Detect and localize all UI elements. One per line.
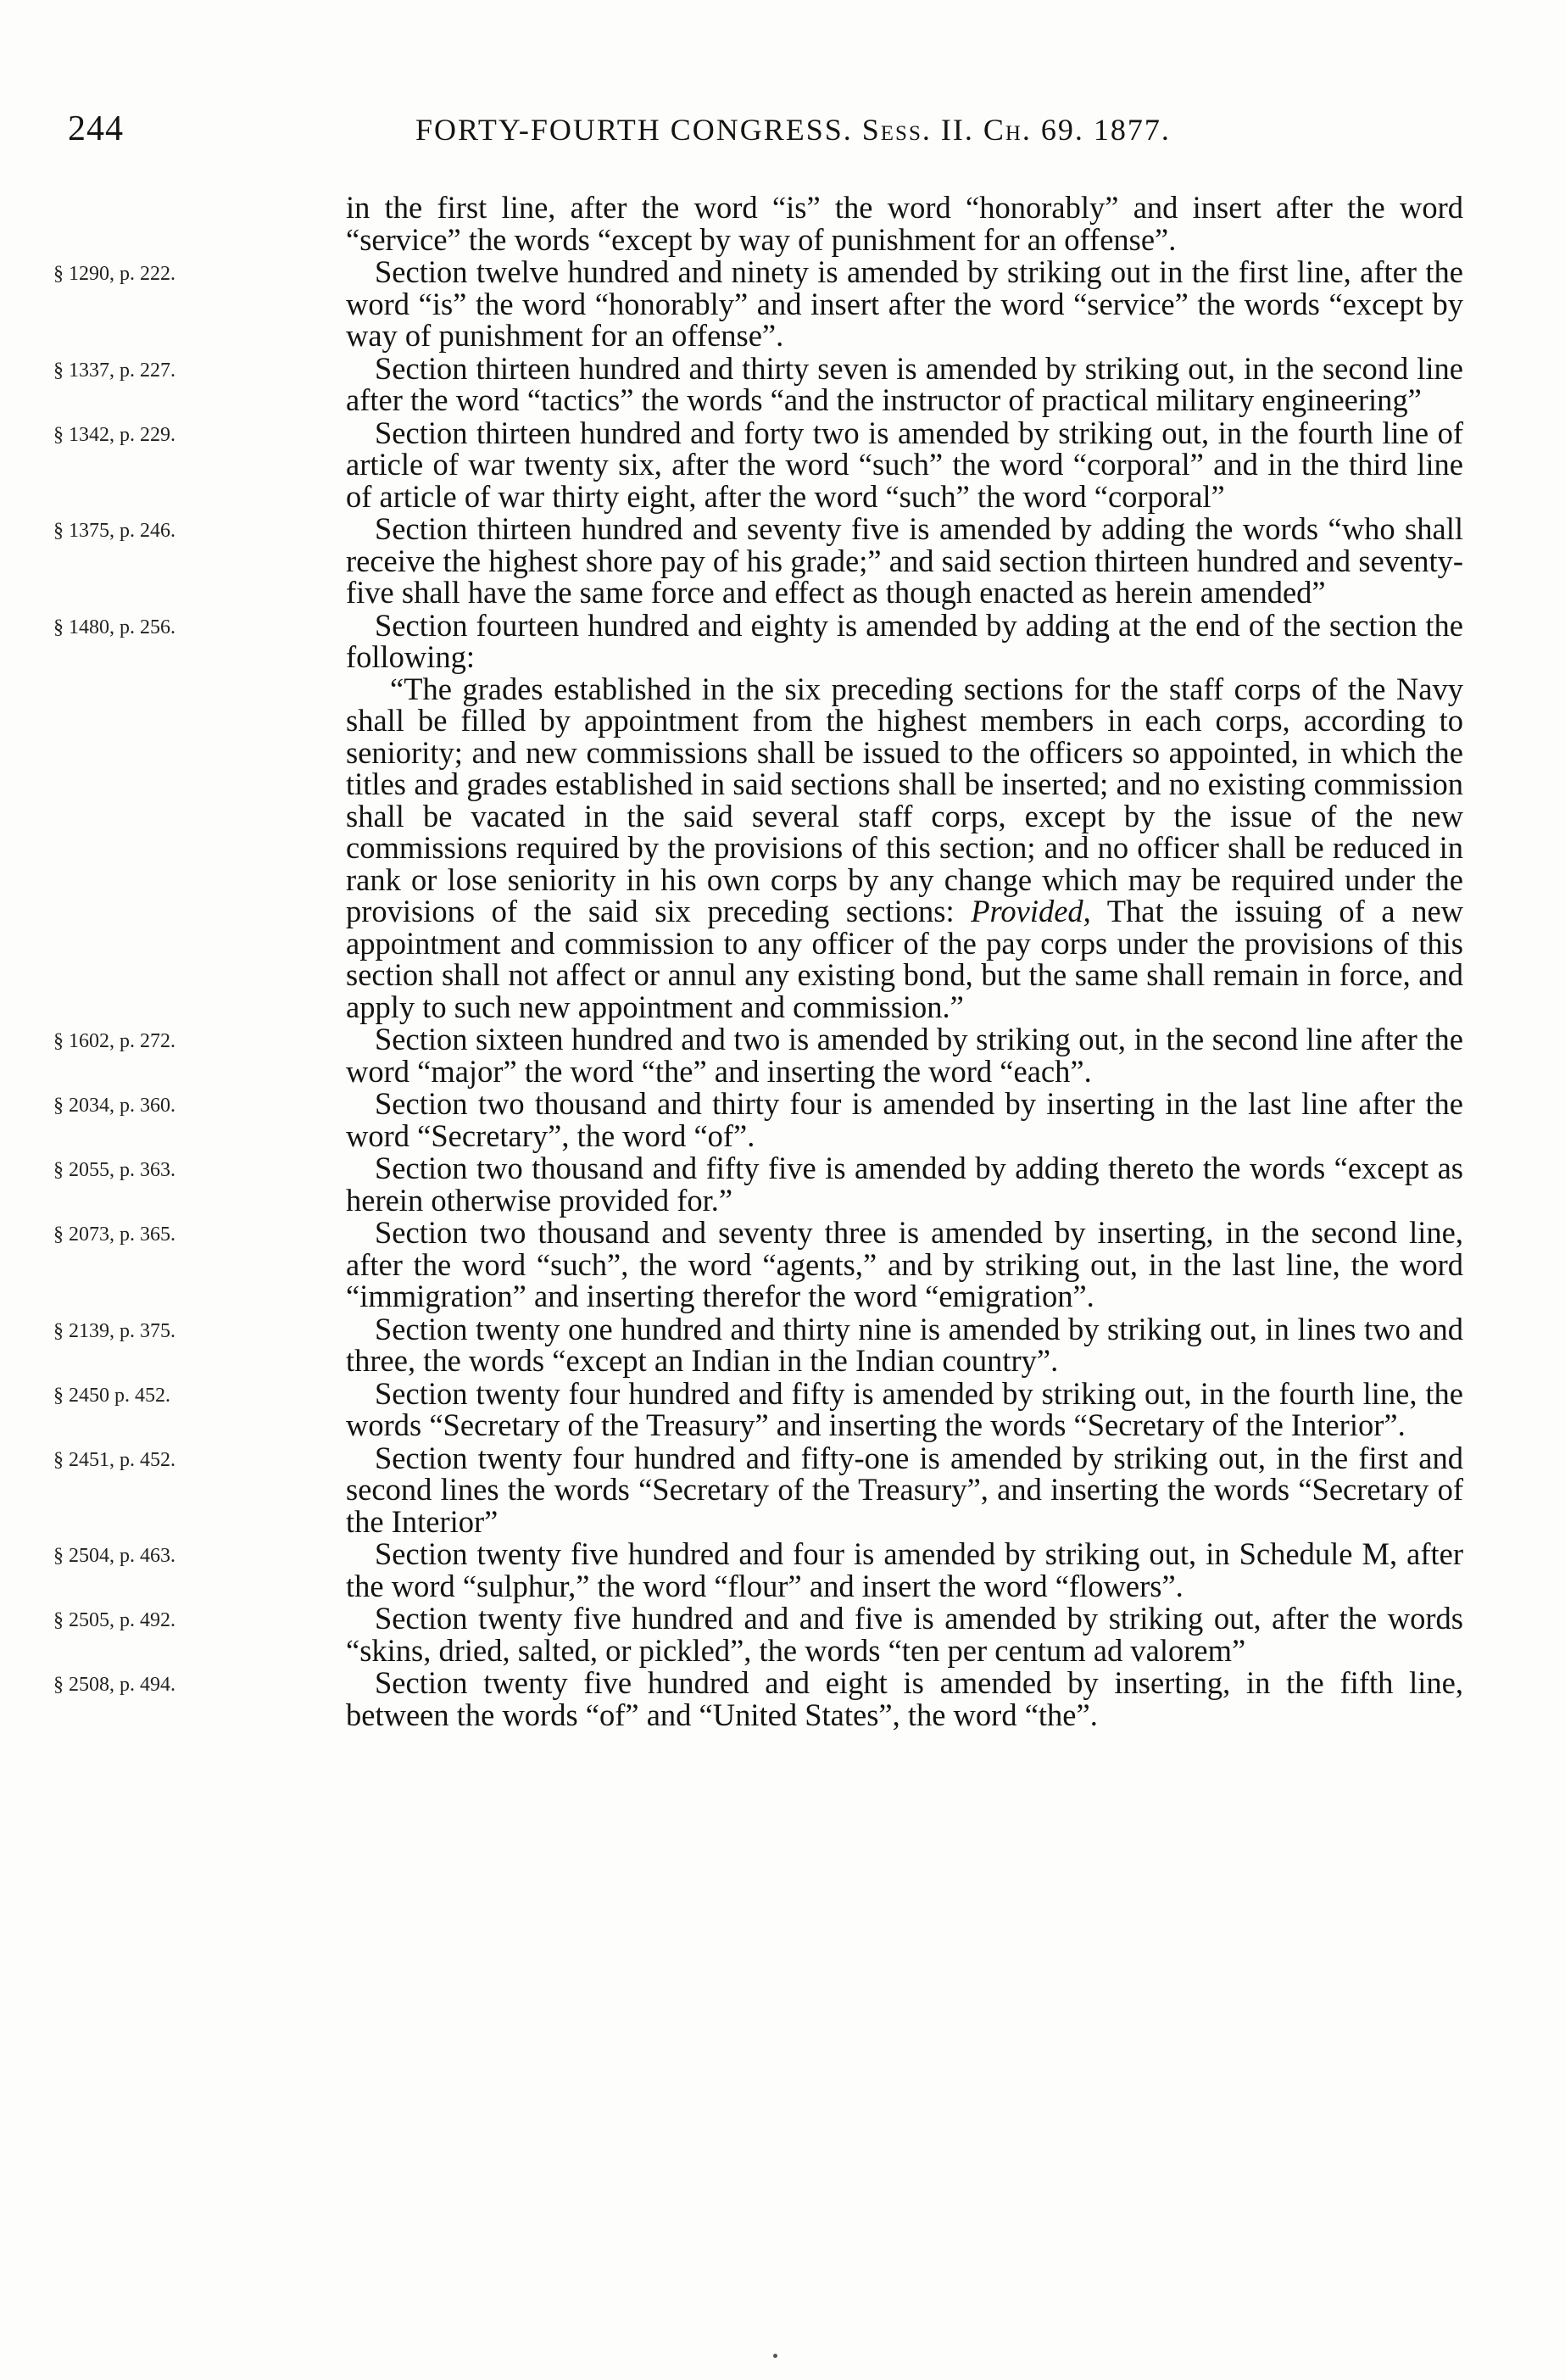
margin-note: § 2450 p. 452. (53, 1384, 170, 1407)
running-head (415, 112, 1171, 148)
body-text (53, 190, 1464, 1732)
running-head-chapter: Ch. 69. (983, 113, 1084, 147)
section-entry (53, 415, 1463, 514)
section-paragraph: Section twenty five hundred and four is amended by striking out, in Schedule M, after the word “sulphur,” the word “flour” and insert the word “flowers”. (346, 1536, 1463, 1603)
section-entry (53, 254, 1463, 353)
section-entry (53, 1440, 1463, 1539)
section-paragraph: Section sixteen hundred and two is amended by striking out, in the second line after the word “major” the word “the” and inserting the word “each”. (346, 1022, 1463, 1089)
section-entry (53, 1086, 1463, 1153)
margin-note: § 2139, p. 375. (53, 1319, 175, 1342)
running-head-year: 1877. (1093, 113, 1171, 147)
section-entry (53, 607, 1463, 674)
margin-note: § 1337, p. 227. (53, 359, 175, 382)
running-head-title: FORTY-FOURTH CONGRESS. (415, 113, 853, 147)
section-paragraph: Section twenty four hundred and fifty-one is amended by striking out, in the first and second lines the words “Secretary of the Treasury”, and inserting the words “Secretary of the Interior” (346, 1440, 1463, 1539)
margin-note: § 2034, p. 360. (53, 1095, 175, 1117)
section-paragraph: Section twelve hundred and ninety is amended by striking out in the first line, after the word “is” the word “honorably” and insert after the word “service” the words “except by way of punishment for an offense”. (346, 254, 1463, 353)
section-entry (53, 1536, 1463, 1603)
margin-note: § 1480, p. 256. (53, 616, 175, 638)
margin-note: § 2055, p. 363. (53, 1159, 175, 1181)
margin-note: § 2505, p. 492. (53, 1609, 175, 1631)
section-entry (53, 1022, 1463, 1089)
section-entry (53, 1215, 1463, 1313)
section-paragraph: Section fourteen hundred and eighty is amended by adding at the end of the section the following: (346, 607, 1463, 674)
section-entry (53, 1151, 1463, 1218)
section-paragraph: Section twenty five hundred and and five is amended by striking out, after the words “skins, dried, salted, or pickled”, the words “ten per centum ad valorem” (346, 1601, 1463, 1668)
margin-note: § 2508, p. 494. (53, 1674, 175, 1696)
provided-term: Provided, (971, 894, 1091, 928)
running-head-session: Sess. II. (861, 113, 974, 147)
section-paragraph: Section thirteen hundred and forty two is amended by striking out, in the fourth line of article of war twenty six, after the word “such” the word “corporal” and in the third line of article of war thirty eight, after the word “such” the word “corporal” (346, 415, 1463, 514)
margin-note: § 1290, p. 222. (53, 263, 175, 285)
margin-note: § 1375, p. 246. (53, 520, 175, 542)
margin-note: § 2073, p. 365. (53, 1223, 175, 1246)
section-paragraph: Section thirteen hundred and seventy five is amended by adding the words “who shall receive the highest shore pay of his grade;” and said section thirteen hundred and seventy-five shall have the same force and effect as though enacted as herein amended” (346, 511, 1463, 610)
section-paragraph: Section two thousand and thirty four is amended by inserting in the last line after the word “Secretary”, the word “of”. (346, 1086, 1463, 1153)
section-paragraph: Section twenty one hundred and thirty nine is amended by striking out, in lines two and three, the words “except an Indian in the Indian country”. (346, 1311, 1463, 1378)
section-entry (53, 350, 1463, 417)
margin-note: § 1342, p. 229. (53, 423, 175, 446)
section-entry (53, 1375, 1463, 1442)
section-paragraph: Section twenty five hundred and eight is amended by inserting, in the fifth line, between the words “of” and “United States”, the word “the”. (346, 1665, 1463, 1732)
section-paragraph: Section twenty four hundred and fifty is amended by striking out, in the fourth line, the words “Secretary of the Treasury” and inserting the words “Secretary of the Interior”. (346, 1375, 1463, 1442)
section-entry (53, 1601, 1463, 1668)
section-paragraph: Section thirteen hundred and thirty seven is amended by striking out, in the second line after the word “tactics” the words “and the instructor of practical military engineering” (346, 350, 1463, 417)
section-paragraph: Section two thousand and seventy three is amended by inserting, in the second line, after the word “such”, the word “agents,” and by striking out, in the last line, the word “immigration” and inserting therefor the word “emigration”. (346, 1215, 1463, 1313)
section-entry (53, 511, 1463, 610)
section-entry (53, 1311, 1463, 1378)
margin-note: § 1602, p. 272. (53, 1030, 175, 1052)
margin-note: § 2451, p. 452. (53, 1448, 175, 1471)
print-mark (773, 2354, 777, 2358)
continuation-paragraph: in the first line, after the word “is” the word “honorably” and insert after the word “service” the words “except by way of punishment for an offense”. (346, 190, 1463, 257)
quoted-amendment: “The grades established in the six preceding sections for the staff corps of the Navy shall be filled by appointment from the highest members in each corps, according to seniority; and new commissions shall be issued to the officers so appointed, in which the titles and grades established in said sections shall be inserted; and no existing commission shall be vacated in the said several staff corps, except by the issue of the new commissions required by the provisions of this section; and no officer shall be reduced in rank or lose seniority in his own corps by any change which may be required under the provisions of the said six preceding sections: Provided, That the issuing of a new appointment and commission to any officer of the pay corps under the provisions of this section shall not affect or annul any existing bond, but the same shall remain in force, and apply to such new appointment and commission.” (346, 671, 1464, 1024)
margin-note: § 2504, p. 463. (53, 1545, 175, 1567)
page-number: 244 (68, 109, 124, 148)
section-paragraph: Section two thousand and fifty five is amended by adding thereto the words “except as herein otherwise provided for.” (346, 1151, 1463, 1218)
section-entry (53, 1665, 1463, 1732)
page-header (0, 109, 1565, 159)
